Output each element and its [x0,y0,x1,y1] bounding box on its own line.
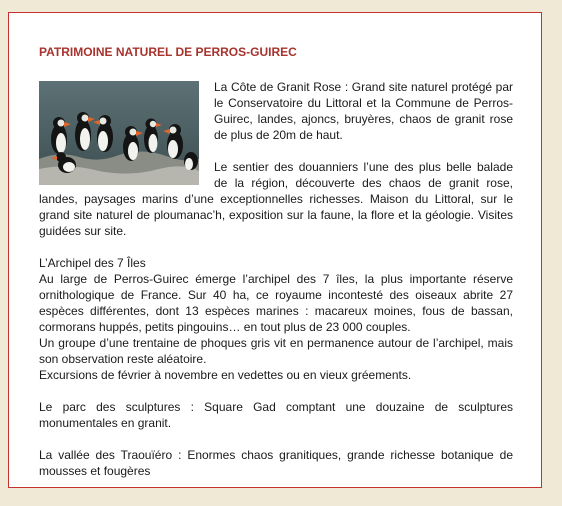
content-area [39,44,513,479]
section-title: PATRIMOINE NATUREL DE PERROS-GUIREC [39,45,297,59]
puffins-photo [39,81,199,185]
paragraph-phoques: Un groupe d’une trentaine de phoques gris vit en permanence autour de l’archipel, mais son observation reste aléatoire. [39,336,513,366]
paragraph-sculptures: Le parc des sculptures : Square Gad comptant une douzaine de sculptures monumentales en granit. [39,400,513,430]
paragraph-cote-granit-rose: La Côte de Granit Rose : Grand site naturel protégé par le Conservatoire du Littoral et la Commune de Perros-Guirec, landes, ajoncs, bruyères, chaos de granit rose de plus de 20m de haut. [214,80,513,142]
archipel-heading: L’Archipel des 7 Îles [39,256,146,270]
paragraph-archipel: Au large de Perros-Guirec émerge l’archipel des 7 îles, la plus importante réserve ornithologique de France. Sur 40 ha, ce royaume incontesté des oiseaux abrite 27 espèces différentes, dont 13 espèces marines : macareux moines, fous de bassan, cormorans huppés, petits pingouins… en tout plus de 23 000 couples. [39,272,513,334]
content-frame [8,12,542,488]
paragraph-traouiero: La vallée des Traouïéro : Enormes chaos granitiques, grande richesse botanique de mousses et fougères [39,448,513,478]
paragraph-sentier: Le sentier des douanniers l’une des plus belle balade de la région, découverte des chaos de granit rose, landes, paysages marins d’une exceptionnelles richesses. Maison du Littoral, sur le grand site naturel de ploumanac’h, exposition sur la faune, la flore et la géologie. Visites guidées sur site. [39,160,513,238]
paragraph-excursions: Excursions de février à novembre en vedettes ou en vieux gréements. [39,368,412,382]
